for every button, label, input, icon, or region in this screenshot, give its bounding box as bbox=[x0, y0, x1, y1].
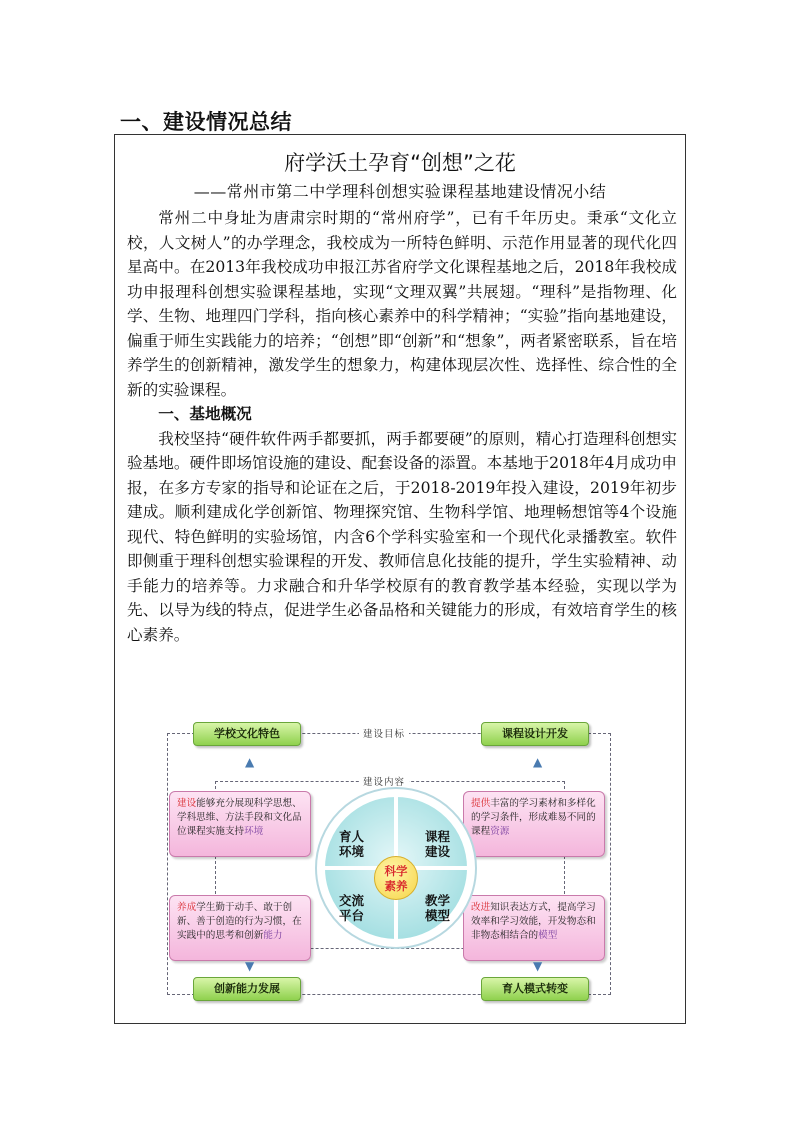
bubble-lead: 提供 bbox=[471, 798, 491, 809]
quadrant-platform: 交流 平台 bbox=[339, 893, 365, 923]
quadrant-environment: 育人 环境 bbox=[339, 829, 365, 859]
bubble-text: 学生勤于动手、敢于创新、善于创造的行为习惯，在实践中的思考和创新 bbox=[177, 902, 302, 941]
document-title: 府学沃土孕育“创想”之花 bbox=[284, 151, 516, 175]
construction-diagram bbox=[163, 719, 615, 1001]
arrow-down-icon: ▼ bbox=[245, 959, 255, 973]
arrow-down-icon: ▼ bbox=[533, 959, 543, 973]
quadrant-teaching-model: 教学 模型 bbox=[425, 893, 451, 923]
bubble-lead: 改进 bbox=[471, 902, 491, 913]
arrow-up-icon: ▲ bbox=[245, 755, 255, 769]
corner-course-design: 课程设计开发 bbox=[481, 722, 589, 746]
center-science-literacy: 科学 素养 bbox=[374, 856, 418, 900]
bubble-text: 知识表达方式，提高学习效率和学习效能，开发物态和非物态相结合的 bbox=[471, 902, 596, 941]
bubble-lead: 建设 bbox=[177, 798, 197, 809]
bubble-text: 丰富的学习素材和多样化的学习条件，形成难易不同的课程 bbox=[471, 798, 596, 837]
bubble-develop-ability bbox=[169, 895, 311, 961]
bubble-text: 能够充分展现科学思想、学科思维、方法手段和文化品位课程实施支持 bbox=[177, 798, 302, 837]
bubble-tail: 能力 bbox=[263, 930, 283, 941]
bubble-tail: 环境 bbox=[244, 826, 264, 837]
bubble-build-environment bbox=[169, 791, 311, 857]
corner-education-mode: 育人模式转变 bbox=[481, 977, 589, 1001]
corner-innovation-ability: 创新能力发展 bbox=[193, 977, 301, 1001]
bubble-lead: 养成 bbox=[177, 902, 197, 913]
document-subtitle: ——常州市第二中学理科创想实验课程基地建设情况小结 bbox=[193, 182, 607, 201]
heading-base-overview: 一、基地概况 bbox=[158, 405, 252, 423]
bubble-improve-model bbox=[463, 895, 605, 961]
section-heading: 一、建设情况总结 bbox=[120, 110, 292, 134]
arrow-up-icon: ▲ bbox=[533, 755, 543, 769]
paragraph-intro: 常州二中身址为唐肃宗时期的“常州府学”，已有千年历史。秉承“文化立校，人文树人”的办学理念，我校成为一所特色鲜明、示范作用显著的现代化四星高中。在2013年我校成功申报江苏省府学文化课程基地之后，2018年我校成功申报理科创想实验课程基地，实现“文理双翼”共展翅。“理科”是指物理、化学、生物、地理四门学科，指向核心素养中的科学精神；“实验”指向基地建设，偏重于师生实践能力的培养；“创想”即“创新”和“想象”，两者紧密联系，旨在培养学生的创新精神，激发学生的想象力，构建体现层次性、选择性、综合性的全新的实验课程。 bbox=[127, 209, 677, 399]
bubble-tail: 资源 bbox=[490, 826, 510, 837]
bubble-provide-resources bbox=[463, 791, 605, 857]
content-frame bbox=[114, 134, 686, 1024]
body-text bbox=[127, 206, 677, 647]
bubble-tail: 模型 bbox=[538, 930, 558, 941]
paragraph-overview: 我校坚持“硬件软件两手都要抓，两手都要硬”的原则，精心打造理科创想实验基地。硬件即场馆设施的建设、配套设备的添置。本基地于2018年4月成功申报，在多方专家的指导和论证在之后，于2018-2019年投入建设，2019年初步建成。顺利建成化学创新馆、物理探究馆、生物科学馆、地理畅想馆等4个设施现代、特色鲜明的实验场馆，内含6个学科实验室和一个现代化录播教室。软件即侧重于理科创想实验课程的开发、教师信息化技能的提升，学生实验精神、动手能力的培养等。力求融合和升华学校原有的教育教学基本经验，实现以学为先、以导为线的特点，促进学生必备品格和关键能力的形成，有效培育学生的核心素养。 bbox=[127, 429, 677, 644]
goal-label: 建设目标 bbox=[359, 726, 409, 740]
content-label: 建设内容 bbox=[359, 774, 409, 788]
corner-school-culture: 学校文化特色 bbox=[193, 722, 301, 746]
quadrant-course: 课程 建设 bbox=[425, 829, 451, 859]
